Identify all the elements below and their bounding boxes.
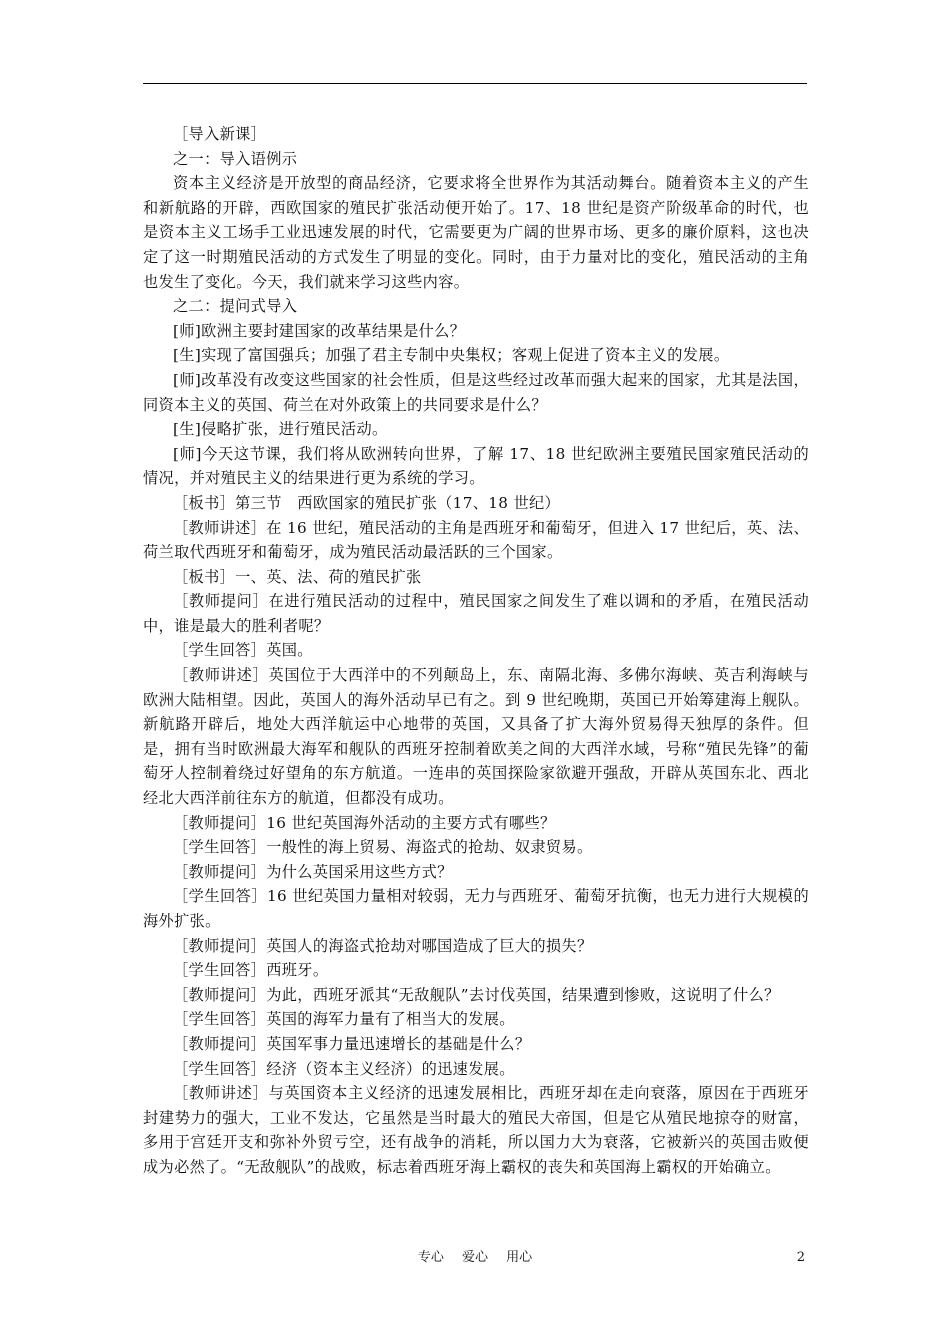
dialogue-line: [生]侵略扩张，进行殖民活动。: [173, 420, 388, 439]
dialogue-line: ［教师讲述］与英国资本主义经济的迅速发展相比，西班牙却在走向衰落，原因在于西班牙封建势力的强大，工业不发达，它虽然是当时最大的殖民大帝国，但是它从殖民地掠夺的财富，多用于宫廷开支和弥补外贸亏空，还有战争的消耗，所以国力大为衰落，它被新兴的英国击败便成为必然了。“无敌舰队”的战败，标志着西班牙海上霸权的丧失和英国海上霸权的开始确立。: [143, 1084, 809, 1176]
dialogue-line: ［学生回答］西班牙。: [173, 961, 329, 980]
dialogue-line: [师]欧洲主要封建国家的改革结果是什么？: [173, 321, 466, 340]
dialogue-line: ［教师提问］英国军事力量迅速增长的基础是什么？: [173, 1034, 531, 1053]
paragraph: 资本主义经济是开放型的商品经济，它要求将全世界作为其活动舞台。随着资本主义的产生和新航路的开辟，西欧国家的殖民扩张活动便开始了。17、18 世纪是资产阶级革命的时代，也是资本主义工场手工业迅速发展的时代，它需要更为广阔的世界市场、更多的廉价原料，这也决定了这一时期殖民活动的方式发生了明显的变化。同时，由于力量对比的变化，殖民活动的主角也发生了变化。今天，我们就来学习这些内容。: [143, 174, 809, 291]
board-note: ［板书］第三节 西欧国家的殖民扩张（17、18 世纪）: [173, 493, 561, 512]
dialogue-line: ［教师讲述］英国位于大西洋中的不列颠岛上，东、南隔北海、多佛尔海峡、英吉利海峡与欧洲大陆相望。因此，英国人的海外活动早已有之。到 9 世纪晚期，英国已开始筹建海上舰队。新航路开辟后，地处大西洋航运中心地带的英国，又具备了扩大海外贸易得天独厚的条件。但是，拥有当时欧洲最大海军和舰队的西班牙控制着欧美之间的大西洋水域，号称“殖民先锋”的葡萄牙人控制着绕过好望角的东方航道。一连串的英国探险家欲避开强敌，开辟从英国东北、西北经北大西洋前往东方的航道，但都没有成功。: [143, 666, 809, 808]
dialogue-line: [师]改革没有改变这些国家的社会性质，但是这些经过改革而强大起来的国家，尤其是法国，同资本主义的英国、荷兰在对外政策上的共同要求是什么？: [143, 370, 809, 414]
dialogue-line: ［教师讲述］在 16 世纪，殖民活动的主角是西班牙和葡萄牙，但进入 17 世纪后，英、法、荷兰取代西班牙和葡萄牙，成为殖民活动最活跃的三个国家。: [143, 518, 809, 562]
dialogue-line: [生]实现了富国强兵；加强了君主专制中央集权；客观上促进了资本主义的发展。: [173, 346, 730, 365]
dialogue-line: ［教师提问］为什么英国采用这些方式？: [173, 862, 453, 881]
subheading: 之二：提问式导入: [173, 297, 298, 316]
dialogue-line: ［教师提问］在进行殖民活动的过程中，殖民国家之间发生了难以调和的矛盾，在殖民活动中，谁是最大的胜利者呢？: [143, 592, 809, 635]
page-number: 2: [796, 1250, 805, 1265]
dialogue-line: ［学生回答］经济（资本主义经济）的迅速发展。: [173, 1059, 515, 1078]
subheading: 之一：导入语例示: [173, 149, 298, 168]
board-note: ［板书］一、英、法、荷的殖民扩张: [173, 567, 422, 586]
header-rule: [143, 83, 807, 84]
dialogue-line: ［教师提问］16 世纪英国海外活动的主要方式有哪些？: [173, 813, 556, 832]
dialogue-line: ［教师提问］英国人的海盗式抢劫对哪国造成了巨大的损失？: [173, 936, 593, 955]
dialogue-line: [师]今天这节课，我们将从欧洲转向世界，了解 17、18 世纪欧洲主要殖民国家殖民活动的情况，并对殖民主义的结果进行更为系统的学习。: [143, 444, 809, 488]
dialogue-line: ［学生回答］英国的海军力量有了相当大的发展。: [173, 1010, 515, 1029]
dialogue-line: ［学生回答］一般性的海上贸易、海盗式的抢劫、奴隶贸易。: [173, 838, 593, 857]
footer-motto: 专心 爱心 用心: [417, 1250, 533, 1265]
document-body: [143, 122, 809, 1180]
dialogue-line: ［学生回答］16 世纪英国力量相对较弱，无力与西班牙、葡萄牙抗衡，也无力进行大规模的海外扩张。: [143, 887, 809, 930]
section-heading-intro: ［导入新课］: [173, 125, 267, 143]
dialogue-line: ［教师提问］为此，西班牙派其“无敌舰队”去讨伐英国，结果遭到惨败，这说明了什么？: [173, 985, 780, 1004]
dialogue-line: ［学生回答］英国。: [173, 641, 313, 660]
